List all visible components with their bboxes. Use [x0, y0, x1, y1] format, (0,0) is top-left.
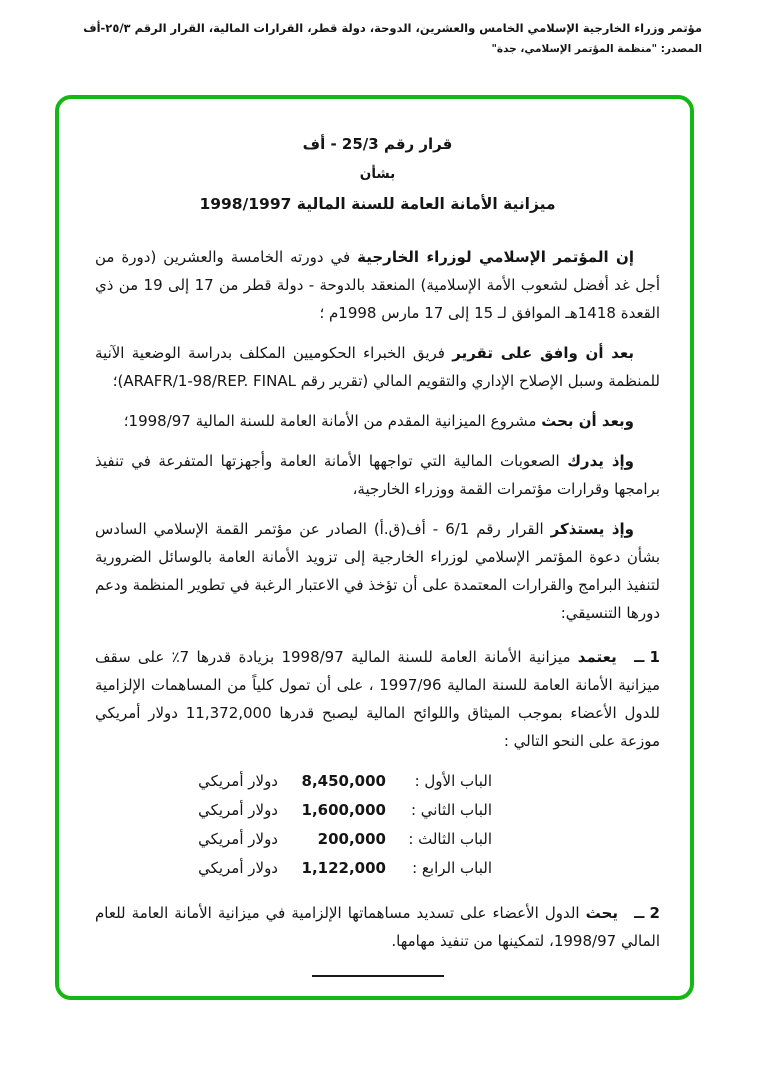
- paragraph-lead: وبعد أن بحث: [541, 412, 634, 430]
- paragraph-text: فريق الخبراء الحكوميين المكلف بدراسة الوضعية الآنية للمنظمة وسبل الإصلاح الإداري والتقويم المالي (تقرير رقم ARAFR/1-98/REP. FINAL)؛: [95, 344, 660, 390]
- budget-chapter-label: الباب الأول :: [414, 772, 492, 790]
- operative-item: [95, 899, 660, 955]
- document-content: [59, 99, 690, 996]
- budget-row: [162, 796, 492, 825]
- resolution-subject-title: ميزانية الأمانة العامة للسنة المالية 1998/1997: [199, 195, 556, 213]
- budget-amount: 8,450,000: [301, 772, 386, 790]
- budget-table: [162, 767, 492, 883]
- budget-row: [162, 767, 492, 796]
- budget-amount: 200,000: [317, 830, 386, 848]
- paragraph-lead: بعد أن وافق على تقرير: [452, 344, 634, 362]
- budget-amount: 1,600,000: [301, 801, 386, 819]
- preamble-paragraph: [95, 515, 660, 627]
- preamble-paragraph: [95, 243, 660, 327]
- budget-currency: دولار أمريكي: [198, 772, 278, 790]
- source-line-primary: مؤتمر وزراء الخارجية الإسلامي الخامس والعشرين، الدوحة، دولة قطر، القرارات المالية، القرار الرقم ٢٥/٣-أف: [83, 21, 702, 35]
- budget-amount: 1,122,000: [301, 859, 386, 877]
- subject-word: بشأن: [359, 166, 396, 182]
- resolution-body: [95, 243, 660, 977]
- item-text: ميزانية الأمانة العامة للسنة المالية 1998/97 بزيادة قدرها 7٪ على سقف ميزانية الأمانة العامة للسنة المالية 1997/96 ، على أن تمول كلياً من المساهمات الإلزامية للدول الأعضاء بموجب الميثاق واللوائح المالية ليصبح قدرها 11,372,000 دولار أمريكي موزعة على النحو التالي :: [95, 648, 660, 750]
- budget-currency: دولار أمريكي: [198, 801, 278, 819]
- source-header: [0, 0, 764, 55]
- budget-chapter-label: الباب الثالث :: [408, 830, 492, 848]
- paragraph-lead: وإذ يستذكر: [550, 520, 634, 538]
- budget-chapter-label: الباب الثاني :: [410, 801, 492, 819]
- budget-row: [162, 854, 492, 883]
- preamble-paragraph: [95, 339, 660, 395]
- source-line-secondary: المصدر: "منظمة المؤتمر الإسلامي، جدة": [491, 43, 702, 56]
- operative-item: [95, 643, 660, 755]
- closing-rule: [312, 975, 444, 977]
- paragraph-lead: إن المؤتمر الإسلامي لوزراء الخارجية: [357, 248, 634, 266]
- item-lead: يحث: [585, 904, 618, 922]
- resolution-number-title: قرار رقم 25/3 - أف: [302, 135, 453, 153]
- paragraph-lead: وإذ يدرك: [567, 452, 634, 470]
- paragraph-text: القرار رقم 6/1 - أف(ق.أ) الصادر عن مؤتمر القمة الإسلامي السادس بشأن دعوة المؤتمر الإسلامي لوزراء الخارجية إلى تزويد الأمانة العامة بالوسائل الضرورية لتنفيذ البرامج والقرارات المعتمدة على أن تؤخذ في الاعتبار الرغبة في تطوير المنظمة ودعم دورها التنسيقي:: [95, 520, 660, 622]
- budget-row: [162, 825, 492, 854]
- item-number: 2 ــ: [634, 904, 660, 922]
- title-block: [95, 135, 660, 213]
- paragraph-text: مشروع الميزانية المقدم من الأمانة العامة للسنة المالية 1998/97؛: [123, 412, 537, 430]
- paragraph-text: الصعوبات المالية التي تواجهها الأمانة العامة وأجهزتها المتفرعة في تنفيذ برامجها وقرارات مؤتمرات القمة ووزراء الخارجية،: [95, 452, 660, 498]
- item-number: 1 ــ: [634, 648, 660, 666]
- document-frame: [55, 95, 694, 1000]
- paragraph-text: في دورته الخامسة والعشرين (دورة من أجل غد أفضل لشعوب الأمة الإسلامية) المنعقد بالدوحة - دولة قطر من 17 إلى 19 من ذي القعدة 1418هـ الموافق لـ 15 إلى 17 مارس 1998م ؛: [95, 248, 660, 322]
- budget-currency: دولار أمريكي: [198, 830, 278, 848]
- preamble-paragraph: [95, 407, 660, 435]
- preamble-paragraph: [95, 447, 660, 503]
- budget-chapter-label: الباب الرابع :: [412, 859, 492, 877]
- budget-currency: دولار أمريكي: [198, 859, 278, 877]
- item-lead: يعتمد: [577, 648, 617, 666]
- item-text: الدول الأعضاء على تسديد مساهماتها الإلزامية في ميزانية الأمانة العامة للعام المالي 1998/97، لتمكينها من تنفيذ مهامها.: [95, 904, 660, 950]
